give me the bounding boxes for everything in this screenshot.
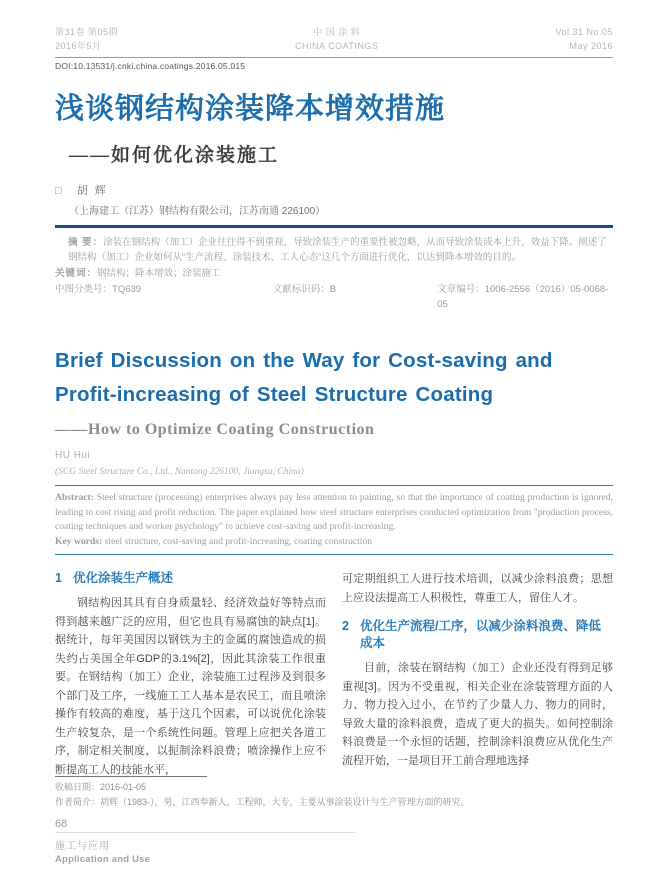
column-name-en: Application and Use xyxy=(55,854,151,865)
clc-number: 中图分类号：TQ639 xyxy=(55,284,142,295)
divider-rule-blue-bottom xyxy=(55,554,613,555)
header-volume-en xyxy=(555,26,613,53)
section-1-title: 优化涂装生产概述 xyxy=(72,571,173,585)
body-column-right xyxy=(342,570,613,779)
keywords-text-en: steel structure, cost-saving and profit-increasing, coating construction xyxy=(104,535,373,547)
section-2-paragraph: 目前，涂装在钢结构（加工）企业还没有得到足够重视[3]。因为不受重视，相关企业在涂装管理方面的人力、物力投入过小，在节约了少量人力、物力的同时，导致大量的涂料浪费，造成了更大的损失。如何控制涂料浪费是一个永恒的话题，控制涂料浪费应从优化生产流程开始，一是项目开工前合理地选择 xyxy=(342,662,613,767)
classification-line xyxy=(55,282,613,312)
keywords-label-cn: 关键词： xyxy=(55,268,98,279)
article-title-cn: 浅谈钢结构涂装降本增效措施 xyxy=(55,93,446,125)
journal-name-cn: 中 国 涂 料 xyxy=(313,27,361,37)
document-code: 文献标识码：B xyxy=(272,284,337,295)
abstract-label-en: Abstract: xyxy=(55,492,94,503)
doi-line: DOI:10.13531/j.cnki.china.coatings.2016.05.015 xyxy=(55,61,246,71)
header-vol-issue-cn: 第31卷 第05期 xyxy=(55,27,119,37)
author-line xyxy=(55,182,613,198)
article-subtitle-en: ——How to Optimize Coating Construction xyxy=(55,421,375,438)
author-name-en: HU Hui xyxy=(55,450,91,461)
author-marker-icon: □ xyxy=(55,185,64,197)
received-date: 2016-01-05 xyxy=(100,782,147,792)
section-2-number: 2 xyxy=(342,619,349,633)
page-footer xyxy=(55,818,613,865)
received-date-line: 收稿日期：2016-01-05 xyxy=(55,782,147,792)
affiliation-en: (SCG Steel Structure Co., Ltd., Nantong 226100, Jiangsu, China) xyxy=(55,467,304,477)
journal-name xyxy=(295,26,378,53)
abstract-text-cn: 涂装在钢结构（加工）企业往往得不到重视，导致涂装生产的重要性被忽略，从而导致涂装成本上升，效益下降。阐述了钢结构（加工）企业如何从“生产流程、涂装技术、工人心态”这几个方面进行优化，以达到降本增效的目的。 xyxy=(68,237,607,263)
section-2-heading xyxy=(342,618,613,652)
author-bio-line: 作者简介：胡辉（1983-），男，江西奉新人，工程师，大专，主要从事涂装设计与生产管理方面的研究。 xyxy=(55,796,470,807)
journal-name-en: CHINA COATINGS xyxy=(295,40,379,51)
abstract-en xyxy=(55,491,613,535)
keywords-label-en: Key words: xyxy=(55,535,103,547)
article-body xyxy=(55,570,613,779)
abstract-block-en xyxy=(55,491,613,549)
section-1-paragraph-continued: 可定期组织工人进行技术培训，以减少涂料浪费；思想上应设法提高工人积极性，尊重工人，留住人才。 xyxy=(342,573,613,604)
article-subtitle-cn: ——如何优化涂装施工 xyxy=(69,145,280,166)
column-name-cn: 施工与应用 xyxy=(55,841,110,852)
page-number: 68 xyxy=(55,818,68,830)
author-name-cn: 胡 辉 xyxy=(76,185,108,197)
journal-header xyxy=(55,26,613,58)
section-1-paragraph: 钢结构因其具有自身质量轻、经济效益好等特点而得到越来越广泛的应用，但它也具有易腐蚀的缺点[1]。据统计，每年美国因以钢铁为主的金属的腐蚀造成的损失约占美国全年GDP的3.1%[2]，因此其涂装工作很重要。在钢结构（加工）企业，涂装施工过程涉及到很多个部门及工序，一线施工工人基本是农民工，而且喷涂操作有较高的难度，基于这几个因素，可以说优化涂装生产较复杂，是一个系统性问题。管理上应把关各道工序，制定相关制度，以扼制涂料浪费；喷涂操作上应不断提高工人的技能水平， xyxy=(55,597,326,776)
section-1-heading xyxy=(55,570,326,587)
keywords-en xyxy=(55,535,613,550)
body-column-left xyxy=(55,570,326,779)
divider-rule-blue-top xyxy=(55,485,613,486)
english-block xyxy=(55,344,613,555)
abstract-label-cn: 摘 要： xyxy=(68,237,104,248)
abstract-cn xyxy=(55,235,613,265)
abstract-text-en: Steel structure (processing) enterprises always pay less attention to painting, so that the importance of coating production is ignored, leading to cost rising and profit reduction. The paper explained how steel structure enterprises conducted optimization from "production process, coating techniques and worker psychology" to achieve cost-saving and profit-increasing. xyxy=(55,492,613,532)
article-title-en: Brief Discussion on the Way for Cost-saving and Profit-increasing of Steel Structure Coating xyxy=(55,349,553,406)
footnote-rule xyxy=(55,776,207,777)
abstract-block-cn xyxy=(55,235,613,312)
author-bio: 胡辉（1983-），男，江西奉新人，工程师，大专，主要从事涂装设计与生产管理方面的研究。 xyxy=(100,796,470,807)
article-id: 文章编号：1006-2556（2016）05-0068-05 xyxy=(437,284,609,310)
affiliation-cn: （上海建工（江苏）钢结构有限公司，江苏南通 226100） xyxy=(69,206,326,217)
section-1-number: 1 xyxy=(55,571,62,585)
divider-rule-navy xyxy=(55,225,613,228)
keywords-cn xyxy=(55,266,613,281)
section-2-title: 优化生产流程/工序，以减少涂料浪费、降低成本 xyxy=(359,619,601,650)
footer-rule xyxy=(55,832,355,833)
footnote-block xyxy=(55,776,613,809)
header-date-cn: 2016年5月 xyxy=(55,40,102,51)
header-date-en: May 2016 xyxy=(569,40,613,51)
header-vol-issue-en: Vol.31 No.05 xyxy=(555,27,613,37)
header-volume-cn xyxy=(55,26,118,53)
keywords-text-cn: 钢结构；降本增效；涂装施工 xyxy=(97,268,221,279)
